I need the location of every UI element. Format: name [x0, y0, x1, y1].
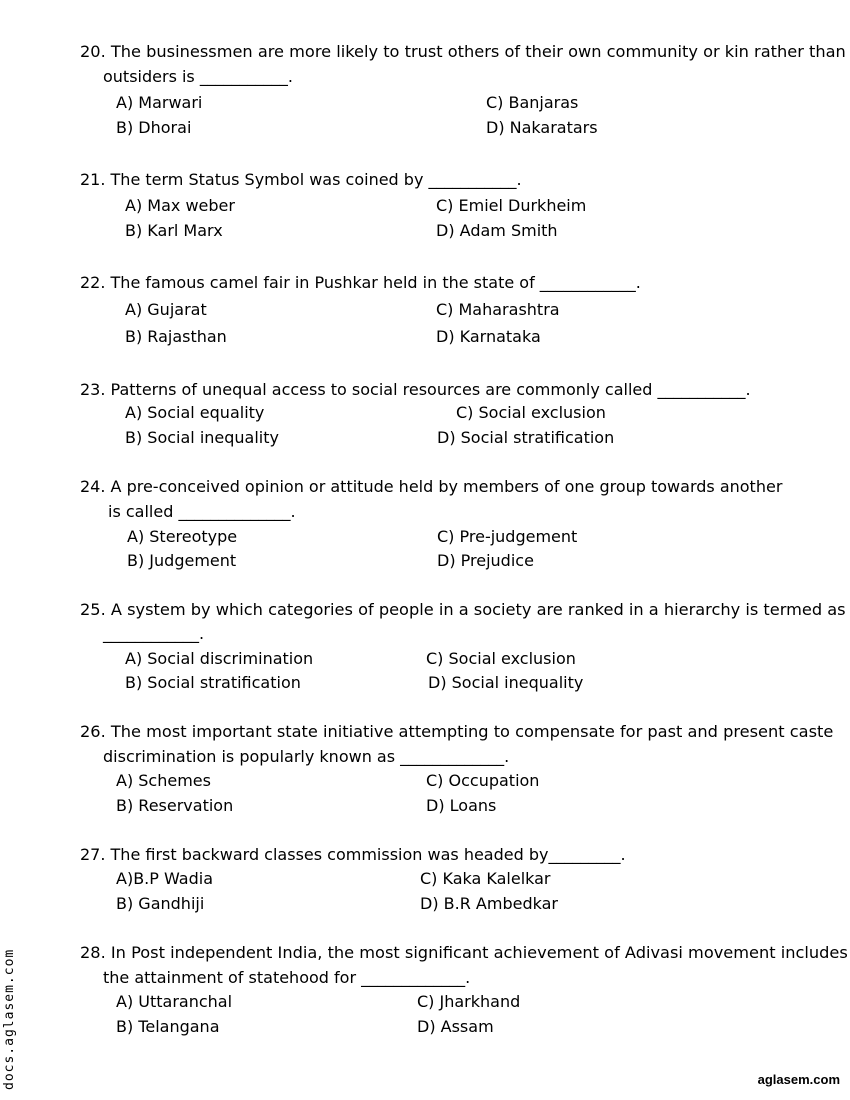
option-b: B) Social inequality — [125, 428, 279, 447]
question-text: 20. The businessmen are more likely to trust others of their own community or kin rather than — [80, 42, 846, 61]
option-a: A) Marwari — [116, 93, 203, 112]
option-c: C) Banjaras — [486, 93, 579, 112]
option-d: D) Loans — [426, 796, 497, 815]
question-text: the attainment of statehood for _____________. — [103, 968, 471, 987]
option-d: D) B.R Ambedkar — [420, 894, 558, 913]
site-footer: aglasem.com — [757, 1072, 840, 1087]
option-d: D) Karnataka — [436, 327, 541, 346]
question-text: 23. Patterns of unequal access to social resources are commonly called ___________. — [80, 380, 751, 399]
option-a: A) Uttaranchal — [116, 992, 233, 1011]
question-text: 27. The first backward classes commission was headed by_________. — [80, 845, 626, 864]
question-text: 25. A system by which categories of people in a society are ranked in a hierarchy is termed as — [80, 600, 846, 619]
option-a: A) Max weber — [125, 196, 235, 215]
option-c: C) Maharashtra — [436, 300, 560, 319]
option-c: C) Emiel Durkheim — [436, 196, 587, 215]
option-c: C) Jharkhand — [417, 992, 521, 1011]
question-text: 26. The most important state initiative attempting to compensate for past and present caste — [80, 722, 834, 741]
option-c: C) Kaka Kalelkar — [420, 869, 551, 888]
option-d: D) Prejudice — [437, 551, 534, 570]
question-text: outsiders is ___________. — [103, 67, 293, 86]
question-text: ____________. — [103, 624, 205, 643]
option-d: D) Nakaratars — [486, 118, 598, 137]
option-a: A) Social discrimination — [125, 649, 314, 668]
option-a: A) Gujarat — [125, 300, 207, 319]
option-a: A) Social equality — [125, 403, 265, 422]
option-d: D) Social stratification — [437, 428, 615, 447]
option-a: A)B.P Wadia — [116, 869, 213, 888]
option-d: D) Assam — [417, 1017, 494, 1036]
option-c: C) Occupation — [426, 771, 540, 790]
option-b: B) Dhorai — [116, 118, 192, 137]
option-a: A) Schemes — [116, 771, 211, 790]
question-text: 28. In Post independent India, the most significant achievement of Adivasi movement includes — [80, 943, 848, 962]
option-c: C) Social exclusion — [426, 649, 576, 668]
option-d: D) Adam Smith — [436, 221, 558, 240]
option-b: B) Gandhiji — [116, 894, 205, 913]
question-text: 24. A pre-conceived opinion or attitude held by members of one group towards another — [80, 477, 783, 496]
question-text: is called ______________. — [108, 502, 296, 521]
option-d: D) Social inequality — [428, 673, 584, 692]
option-c: C) Pre-judgement — [437, 527, 578, 546]
question-text: 21. The term Status Symbol was coined by ___________. — [80, 170, 522, 189]
question-text: discrimination is popularly known as _____________. — [103, 747, 510, 766]
option-a: A) Stereotype — [127, 527, 238, 546]
option-b: B) Judgement — [127, 551, 237, 570]
option-b: B) Telangana — [116, 1017, 220, 1036]
side-watermark: docs.aglasem.com — [2, 948, 17, 1090]
option-b: B) Reservation — [116, 796, 234, 815]
option-b: B) Rajasthan — [125, 327, 227, 346]
option-b: B) Social stratification — [125, 673, 301, 692]
option-b: B) Karl Marx — [125, 221, 223, 240]
option-c: C) Social exclusion — [456, 403, 606, 422]
question-text: 22. The famous camel fair in Pushkar held in the state of ____________. — [80, 273, 641, 292]
